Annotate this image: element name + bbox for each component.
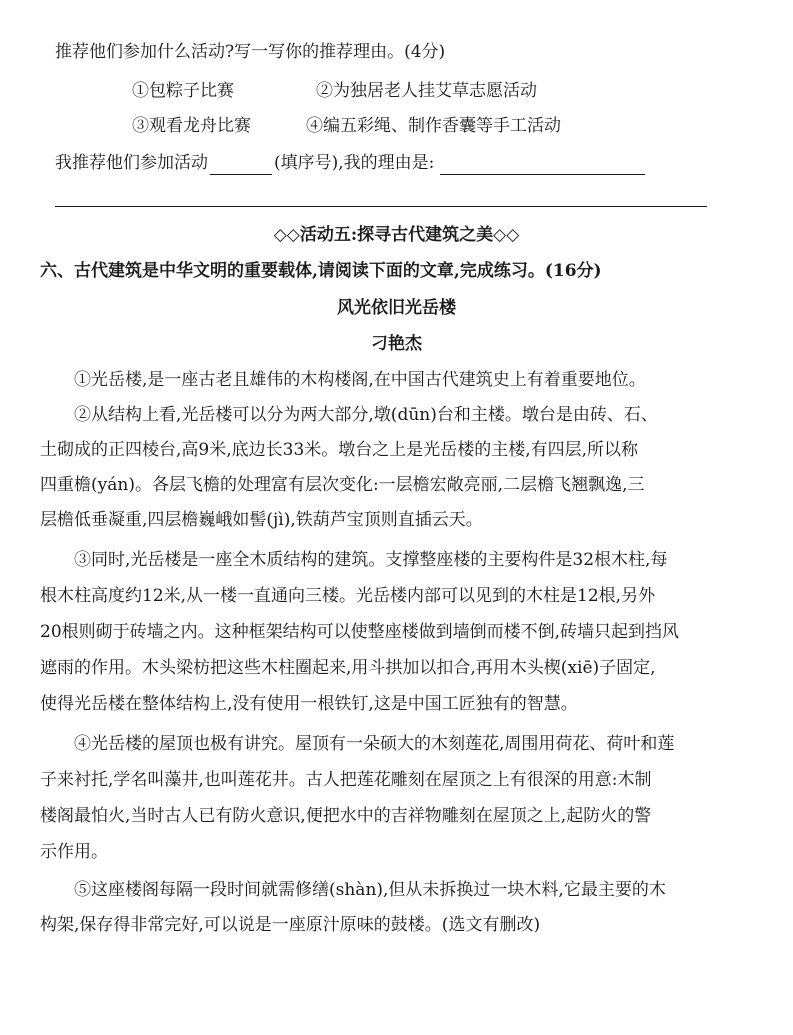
- reason-blank-line-2[interactable]: [55, 206, 707, 207]
- activity-header: ◇◇活动五:探寻古代建筑之美◇◇: [273, 225, 520, 245]
- paragraph-line: 示作用。: [40, 842, 108, 862]
- paragraph-line: ④光岳楼的屋顶也极有讲究。屋顶有一朵硕大的木刻莲花,周围用荷花、荷叶和莲: [74, 734, 675, 754]
- paragraph-line: ⑤这座楼阁每隔一段时间就需修缮(shàn),但从未拆换过一块木料,它最主要的木: [74, 880, 666, 900]
- paragraph-line: 子来衬托,学名叫藻井,也叫莲花井。古人把莲花雕刻在屋顶之上有很深的用意:木制: [40, 770, 652, 790]
- paragraph-line: 四重檐(yán)。各层飞檐的处理富有层次变化:一层檐宏敞亮丽,二层檐飞翘飘逸,三: [40, 475, 645, 495]
- question-prompt: 推荐他们参加什么活动?写一写你的推荐理由。(4分): [55, 42, 446, 62]
- paragraph-line: 层檐低垂凝重,四层檐巍峨如髻(jì),铁葫芦宝顶则直插云天。: [40, 510, 483, 530]
- paragraph-line: 遮雨的作用。木头梁枋把这些木柱圈起来,用斗拱加以扣合,再用木头楔(xiē)子固定,: [40, 658, 656, 678]
- answer-line: [55, 151, 647, 175]
- paragraph-line: ①光岳楼,是一座古老且雄伟的木构楼阁,在中国古代建筑史上有着重要地位。: [74, 370, 646, 390]
- paragraph-line: ②从结构上看,光岳楼可以分为两大部分,墩(dūn)台和主楼。墩台是由砖、石、: [74, 405, 658, 425]
- paragraph-line: 根木柱高度约12米,从一楼一直通向三楼。光岳楼内部可以见到的木柱是12根,另外: [40, 586, 656, 606]
- reason-blank[interactable]: [440, 156, 645, 175]
- paragraph-line: 楼阁最怕火,当时古人已有防火意识,便把水中的吉祥物雕刻在屋顶之上,起防火的警: [40, 806, 652, 826]
- option-2: ②为独居老人挂艾草志愿活动: [316, 81, 537, 101]
- paragraph-line: 20根则砌于砖墙之内。这种框架结构可以使整座楼做到墙倒而楼不倒,砖墙只起到挡风: [40, 622, 680, 642]
- option-1: ①包粽子比赛: [132, 81, 234, 101]
- section-title: 六、古代建筑是中华文明的重要载体,请阅读下面的文章,完成练习。(16分): [40, 261, 602, 281]
- article-title: 风光依旧光岳楼: [337, 298, 456, 318]
- paragraph-line: 构架,保存得非常完好,可以说是一座原汁原味的鼓楼。(选文有删改): [40, 915, 541, 935]
- article-author: 刁艳杰: [371, 334, 422, 354]
- paragraph-line: 使得光岳楼在整体结构上,没有使用一根铁钉,这是中国工匠独有的智慧。: [40, 694, 578, 714]
- option-3: ③观看龙舟比赛: [132, 116, 251, 136]
- option-4: ④编五彩绳、制作香囊等手工活动: [306, 116, 561, 136]
- answer-middle: (填序号),我的理由是:: [274, 153, 435, 173]
- option-number-blank[interactable]: [210, 156, 272, 175]
- answer-prefix: 我推荐他们参加活动: [55, 153, 208, 173]
- paragraph-line: 土砌成的正四棱台,高9米,底边长33米。墩台之上是光岳楼的主楼,有四层,所以称: [40, 440, 639, 460]
- paragraph-line: ③同时,光岳楼是一座全木质结构的建筑。支撑整座楼的主要构件是32根木柱,每: [74, 550, 668, 570]
